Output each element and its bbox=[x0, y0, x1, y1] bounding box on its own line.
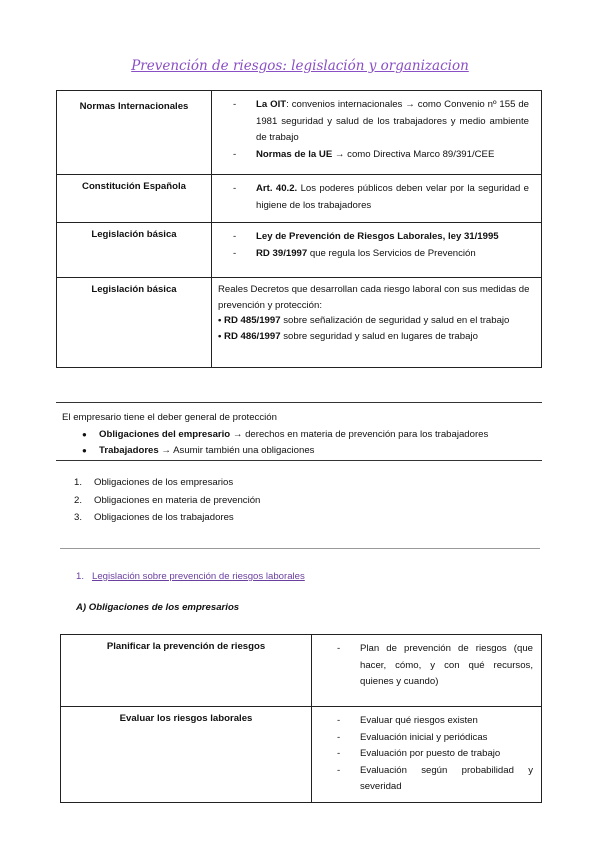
row-intro-text: Reales Decretos que desarrollan cada riesgo laboral con sus medidas de prevención y protección: bbox=[218, 284, 530, 311]
list-item: - RD 39/1997 que regula los Servicios de Prevención bbox=[230, 246, 529, 263]
list-item: - Art. 40.2. Los poderes públicos deben velar por la seguridad e higiene de los trabajadores bbox=[230, 181, 529, 214]
list-item: • RD 485/1997 sobre señalización de seguridad y salud en el trabajo bbox=[218, 315, 510, 326]
list-item: ● Obligaciones del empresario → derechos en materia de prevención para los trabajadores bbox=[62, 427, 542, 444]
list-item: 1. Obligaciones de los empresarios bbox=[74, 477, 234, 488]
list-item: - Ley de Prevención de Riesgos Laborales, ley 31/1995 bbox=[230, 229, 529, 246]
row-label: Normas Internacionales bbox=[57, 91, 212, 175]
table-row bbox=[57, 223, 542, 278]
list-item: 2. Obligaciones en materia de prevención bbox=[74, 494, 261, 506]
row-label: Legislación básica bbox=[57, 223, 212, 278]
obligations-table bbox=[60, 634, 542, 803]
table-row bbox=[57, 91, 542, 175]
table-row bbox=[57, 175, 542, 223]
list-item: - La OIT: convenios internacionales → como Convenio nº 155 de 1981 seguridad y salud de los trabajadores y medio ambiente de trabajo bbox=[230, 97, 529, 147]
table-row bbox=[57, 278, 542, 368]
section-heading-a: A) Obligaciones de los empresarios bbox=[76, 602, 240, 613]
list-item: - Evaluación por puesto de trabajo bbox=[334, 746, 533, 763]
divider bbox=[56, 402, 542, 403]
table-row bbox=[61, 707, 542, 803]
table-row bbox=[61, 635, 542, 707]
employer-duty-block bbox=[62, 410, 542, 460]
legislation-table bbox=[56, 90, 542, 368]
row-label: Legislación básica bbox=[57, 278, 212, 368]
list-item: 3. Obligaciones de los trabajadores bbox=[74, 512, 234, 523]
list-item: • RD 486/1997 sobre seguridad y salud en lugares de trabajo bbox=[218, 330, 478, 342]
employer-duty-intro: El empresario tiene el deber general de protección bbox=[62, 412, 277, 423]
document-title: Prevención de riesgos: legislación y organizacion bbox=[131, 58, 469, 74]
row-label: Evaluar los riesgos laborales bbox=[61, 707, 312, 803]
list-item: - Plan de prevención de riesgos (que hacer, cómo, y con qué recursos, quienes y cuando) bbox=[334, 641, 533, 691]
list-item: - Evaluación inicial y periódicas bbox=[334, 730, 533, 747]
divider bbox=[60, 548, 540, 549]
list-item: - Normas de la UE → como Directiva Marco 89/391/CEE bbox=[230, 147, 529, 164]
divider bbox=[56, 460, 542, 461]
row-label: Constitución Española bbox=[57, 175, 212, 223]
list-item: - Evaluación según probabilidad y severidad bbox=[334, 763, 533, 796]
numbered-list bbox=[74, 474, 260, 527]
row-label: Planificar la prevención de riesgos bbox=[61, 635, 312, 707]
list-item: ● Trabajadores → Asumir también una obligaciones bbox=[62, 443, 542, 460]
list-item: - Evaluar qué riesgos existen bbox=[334, 713, 533, 730]
section-link[interactable]: Legislación sobre prevención de riesgos laborales bbox=[92, 571, 305, 582]
section-heading-1: 1. Legislación sobre prevención de riesgos laborales bbox=[76, 571, 305, 582]
